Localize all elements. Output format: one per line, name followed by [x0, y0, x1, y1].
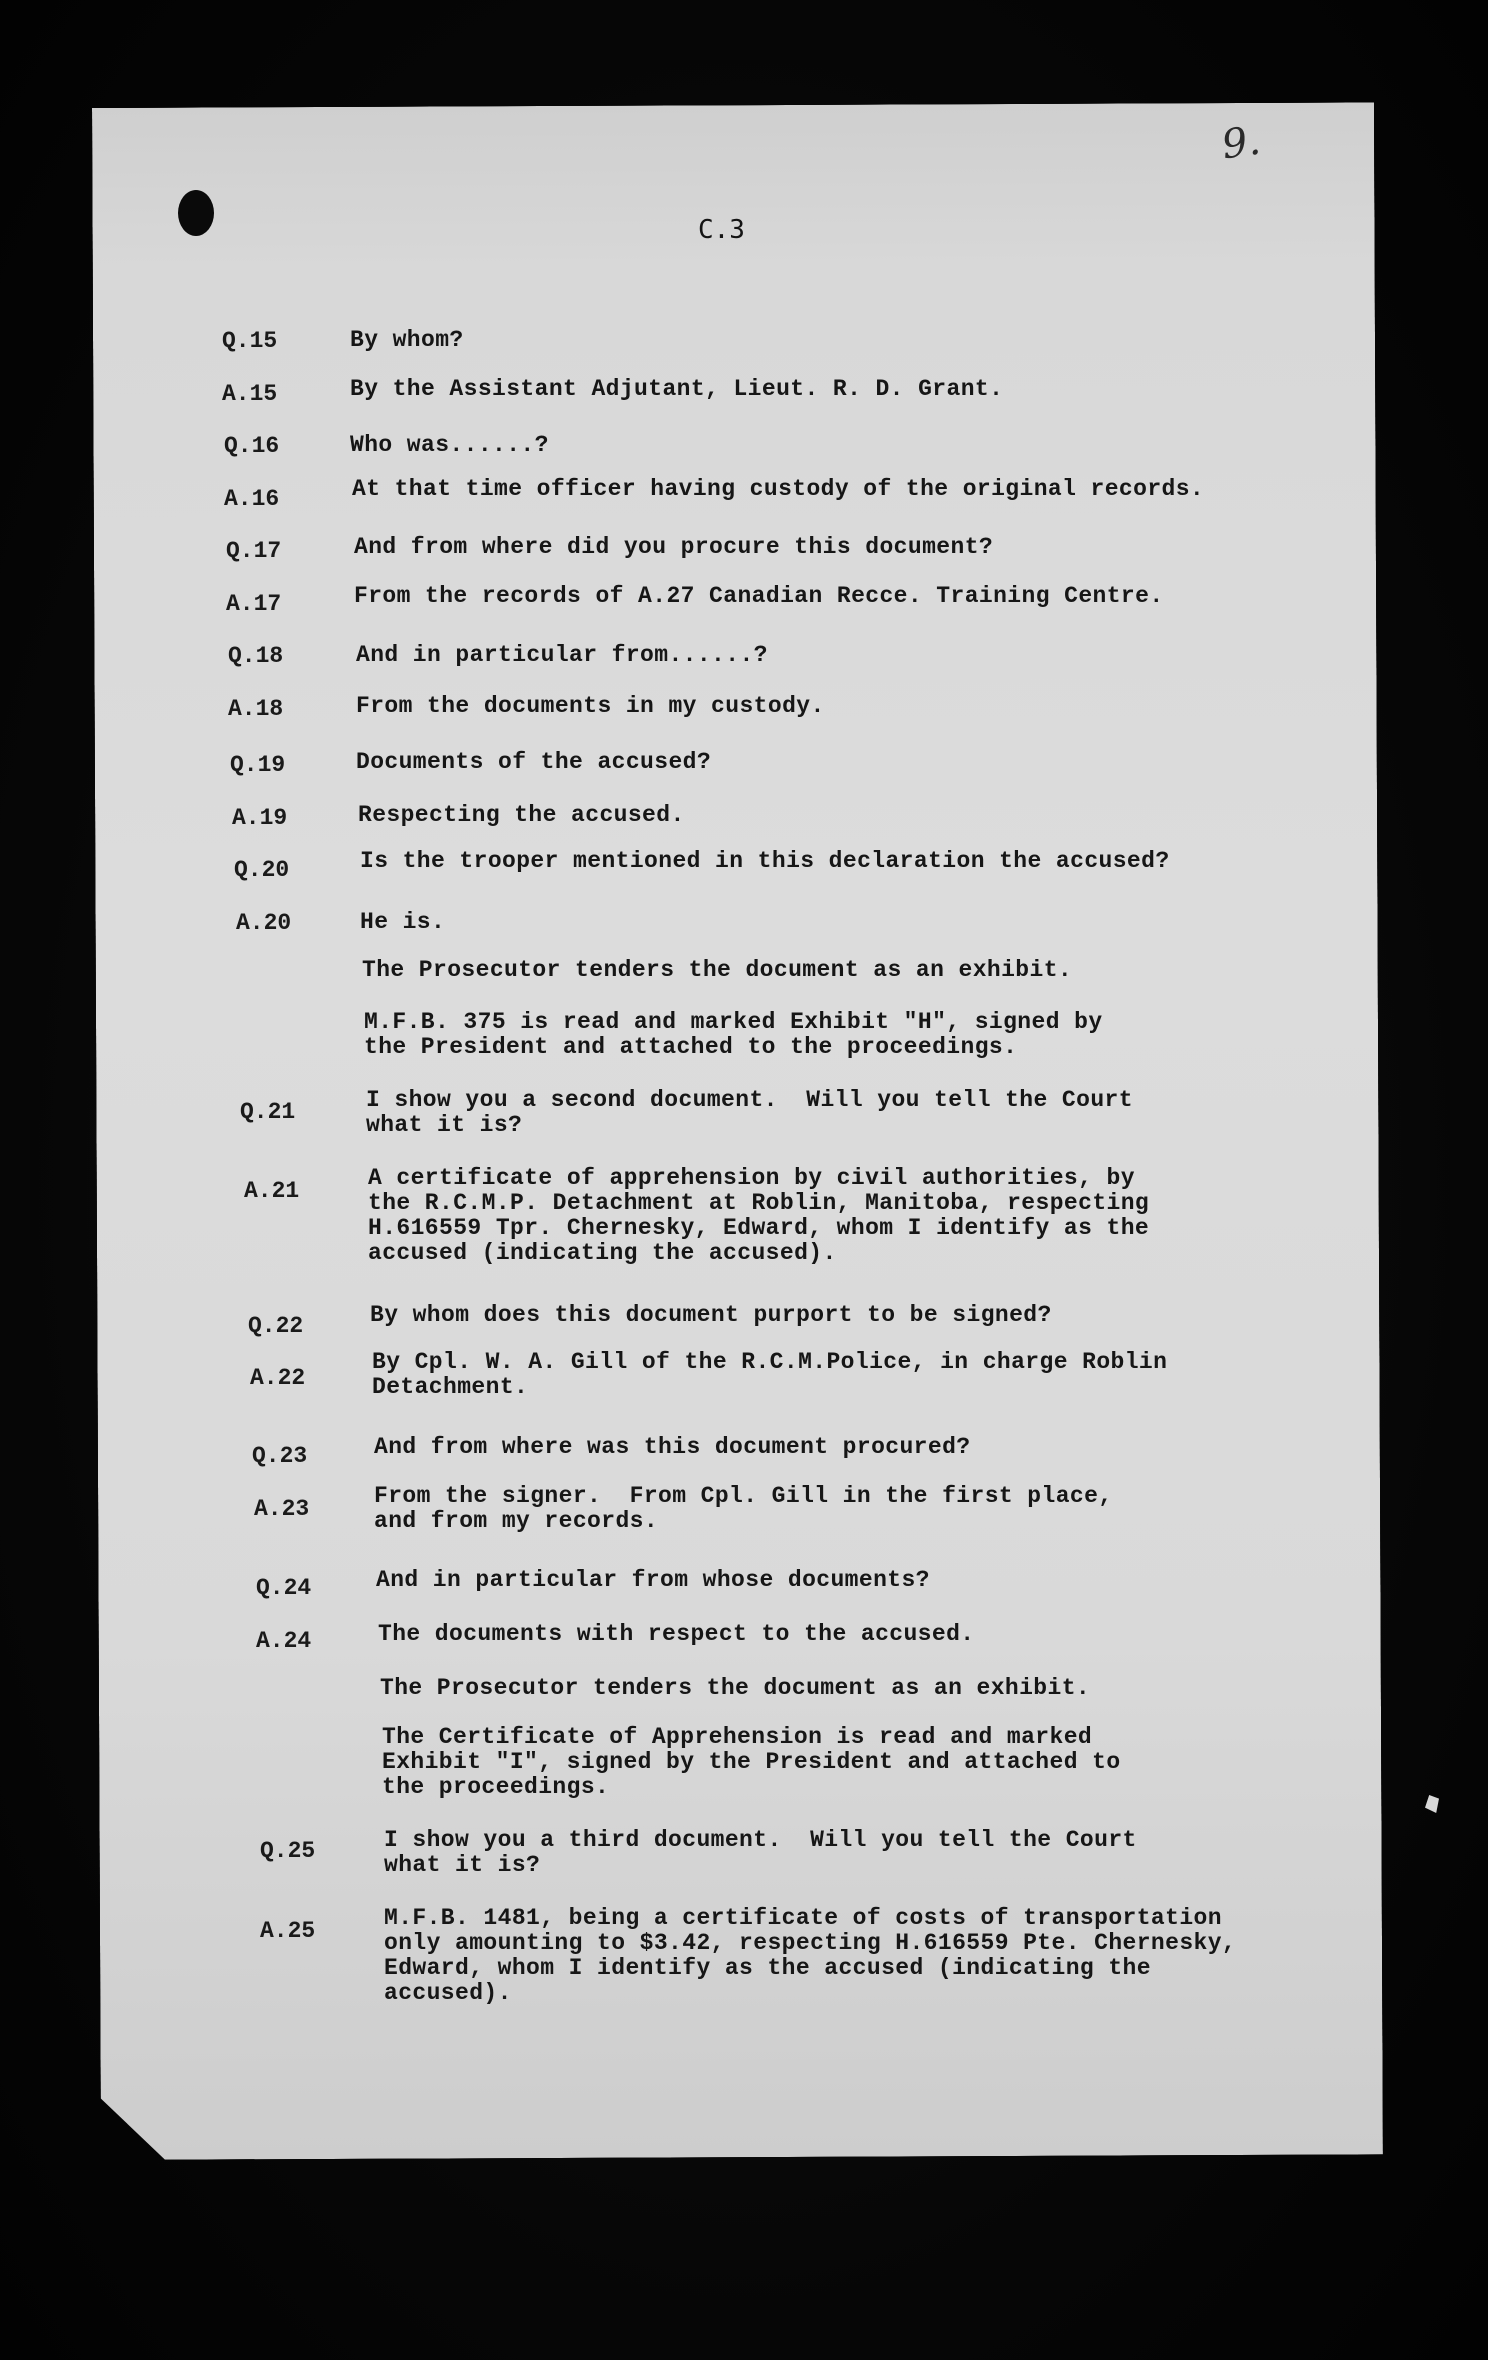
entry-text-q16: Who was......? — [350, 432, 549, 458]
entry-text-a19: Respecting the accused. — [358, 802, 685, 828]
prosecutor-statement-1: The Prosecutor tenders the document as an exhibit. — [362, 957, 1073, 983]
entry-text-q20: Is the trooper mentioned in this declaration the accused? — [360, 848, 1170, 874]
entry-label-q18: Q.18 — [228, 643, 284, 669]
entry-text-a25: M.F.B. 1481, being a certificate of costs of transportation only amounting to $3.42, respecting H.616559 Pte. Chernesky, Edward, whom I identify as the accused (indicating the accused). — [384, 1905, 1237, 2006]
entry-label-a15: A.15 — [222, 381, 278, 407]
page-reference: C.3 — [698, 215, 745, 245]
entry-text-a18: From the documents in my custody. — [356, 693, 825, 719]
entry-text-a20: He is. — [360, 909, 446, 935]
entry-label-q23: Q.23 — [252, 1443, 308, 1469]
entry-label-q16: Q.16 — [224, 433, 280, 459]
entry-label-q19: Q.19 — [230, 752, 286, 778]
prosecutor-statement-2: The Prosecutor tenders the document as an exhibit. — [380, 1675, 1091, 1701]
handwritten-page-number: 9. — [1218, 117, 1264, 169]
entry-text-q15: By whom? — [350, 327, 464, 353]
entry-text-a16: At that time officer having custody of the original records. — [352, 476, 1205, 502]
entry-text-q24: And in particular from whose documents? — [376, 1567, 930, 1593]
entry-label-a16: A.16 — [224, 486, 280, 512]
entry-label-a24: A.24 — [256, 1628, 312, 1654]
entry-text-a17: From the records of A.27 Canadian Recce. Training Centre. — [354, 583, 1164, 609]
entry-text-a24: The documents with respect to the accused. — [378, 1621, 975, 1647]
entry-label-q20: Q.20 — [234, 857, 290, 883]
entry-text-q25: I show you a third document. Will you tell the Court what it is? — [384, 1827, 1137, 1878]
entry-text-q23: And from where was this document procured? — [374, 1434, 971, 1460]
entry-label-q24: Q.24 — [256, 1575, 312, 1601]
entry-label-a22: A.22 — [250, 1365, 306, 1391]
entry-label-q17: Q.17 — [226, 538, 282, 564]
exhibit-i-statement: The Certificate of Apprehension is read and marked Exhibit "I", signed by the President and attached to the proceedings. — [382, 1724, 1121, 1800]
entry-text-q17: And from where did you procure this document? — [354, 534, 994, 560]
paper-fleck — [1425, 1795, 1439, 1813]
entry-label-a21: A.21 — [244, 1178, 300, 1204]
entry-text-q19: Documents of the accused? — [356, 749, 712, 775]
entry-label-a25: A.25 — [260, 1918, 316, 1944]
punch-hole — [178, 190, 214, 236]
entry-label-q22: Q.22 — [248, 1313, 304, 1339]
entry-text-q21: I show you a second document. Will you tell the Court what it is? — [366, 1087, 1133, 1138]
entry-label-q21: Q.21 — [240, 1099, 296, 1125]
entry-label-a20: A.20 — [236, 910, 292, 936]
entry-label-q25: Q.25 — [260, 1838, 316, 1864]
entry-text-a15: By the Assistant Adjutant, Lieut. R. D. Grant. — [350, 376, 1004, 402]
entry-label-a18: A.18 — [228, 696, 284, 722]
entry-label-a17: A.17 — [226, 591, 282, 617]
entry-text-q22: By whom does this document purport to be signed? — [370, 1302, 1052, 1328]
entry-label-a19: A.19 — [232, 805, 288, 831]
exhibit-h-statement: M.F.B. 375 is read and marked Exhibit "H", signed by the President and attached to the proceedings. — [364, 1009, 1103, 1060]
entry-text-a21: A certificate of apprehension by civil authorities, by the R.C.M.P. Detachment at Roblin, Manitoba, respecting H.616559 Tpr. Chernesky, Edward, whom I identify as the accused (indicating the accused). — [368, 1165, 1150, 1266]
entry-label-q15: Q.15 — [222, 328, 278, 354]
entry-text-a22: By Cpl. W. A. Gill of the R.C.M.Police, in charge Roblin Detachment. — [372, 1349, 1168, 1400]
entry-text-a23: From the signer. From Cpl. Gill in the first place, and from my records. — [374, 1483, 1113, 1534]
entry-label-a23: A.23 — [254, 1496, 310, 1522]
entry-text-q18: And in particular from......? — [356, 642, 768, 668]
